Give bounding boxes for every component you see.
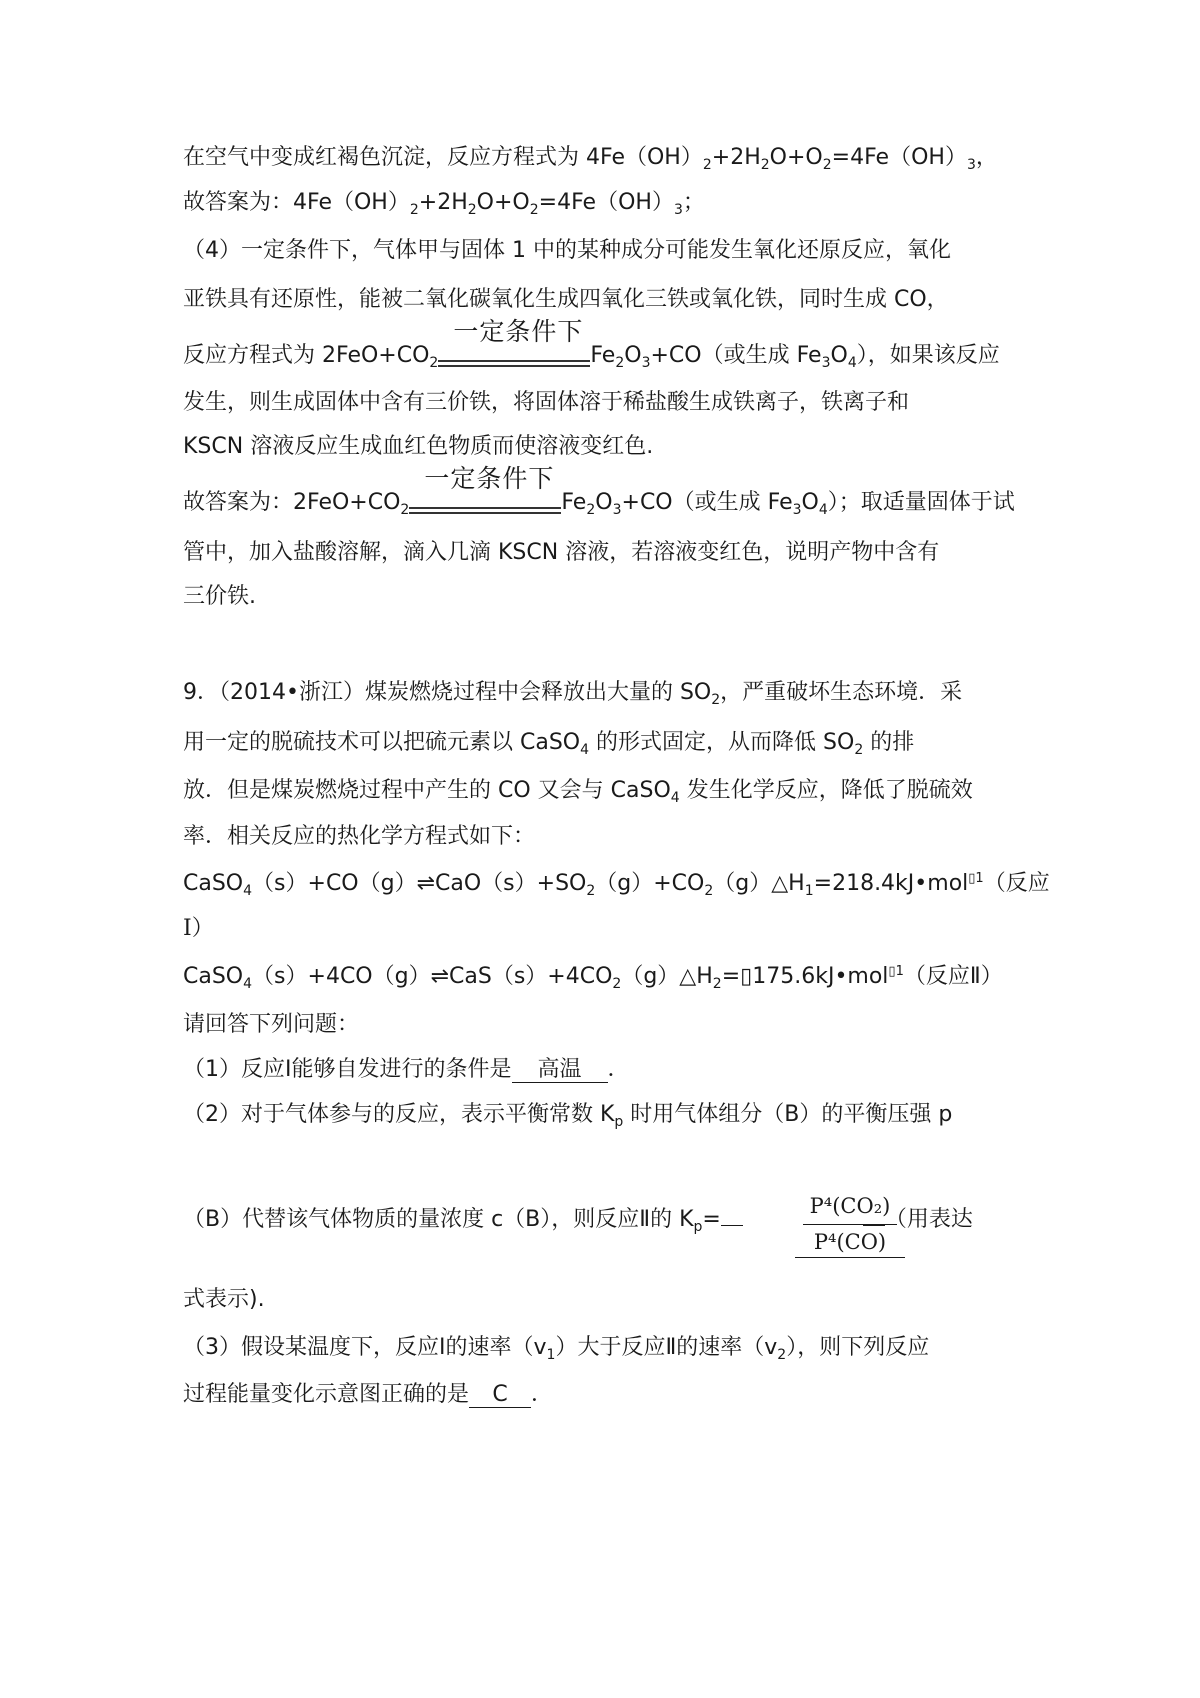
text-line: 亚铁具有还原性，能被二氧化碳氧化生成四氧化三铁或氧化铁，同时生成 CO， bbox=[183, 287, 949, 312]
answer-blank: 高温 bbox=[512, 1058, 608, 1083]
text-line: KSCN 溶液反应生成血红色物质而使溶液变红色. bbox=[183, 434, 654, 459]
fraction-denominator: P⁴(CO) bbox=[795, 1225, 905, 1258]
sub-question-2-cont: （B）代替该气体物质的量浓度 c（B），则反应Ⅱ的 $K_p=$ （用表达 bbox=[183, 1207, 973, 1235]
sub-question-1: （1）反应Ⅰ能够自发进行的条件是 高温 ． bbox=[183, 1057, 630, 1082]
text-line: 三价铁. bbox=[183, 584, 256, 609]
question-line: 率．相关反应的热化学方程式如下： bbox=[183, 824, 536, 849]
sub-question-2: （2）对于气体参与的反应，表示平衡常数 $K_p$ 时用气体组分（B）的平衡压强 p bbox=[183, 1102, 953, 1130]
thermo-equation-2: $CaSO_4(s)+4CO(g)\rightleftharpoons CaS(s)+4CO_2(g)\triangle H_2=▯175.6kJ•mol^{▯1}$（反应Ⅱ） bbox=[183, 964, 1003, 992]
text-line: 式表示). bbox=[183, 1287, 265, 1312]
sub-question-3: （3）假设某温度下，反应Ⅰ的速率$(v_1)$大于反应Ⅱ的速率$(v_2)$，则下列反应 bbox=[183, 1335, 930, 1363]
sub-question-3-cont: 过程能量变化示意图正确的是 C ． bbox=[183, 1382, 554, 1407]
question-line: 用一定的脱硫技术可以把硫元素以 CaSO$_4$ 的形式固定，从而降低 $SO_2$ 的排 bbox=[183, 730, 915, 758]
answer-blank-left bbox=[721, 1225, 743, 1226]
fraction-numerator: P⁴(CO₂) bbox=[809, 1194, 891, 1218]
answer-blank: C bbox=[469, 1383, 531, 1408]
text-line: 发生，则生成固体中含有三价铁，将固体溶于稀盐酸生成铁离子，铁离子和 bbox=[183, 390, 910, 415]
reaction-condition-arrow: 一定条件下 bbox=[409, 488, 561, 518]
question-line: 9．（2014•浙江）煤炭燃烧过程中会释放出大量的 $SO_2$，严重破坏生态环境．采 bbox=[183, 680, 963, 708]
text-line: 故答案为：$4Fe(OH)_2+2H_2O+O_2=4Fe(OH)_3$； bbox=[183, 190, 705, 218]
equation-line: 反应方程式为 $2FeO+CO_2$ 一定条件下 $Fe_2O_3+CO$（或生成 $Fe_3O_4$），如果该反应 bbox=[183, 317, 1000, 371]
question-line: 放．但是煤炭燃烧过程中产生的 CO 又会与 CaSO$_4$ 发生化学反应，降低了脱硫效 bbox=[183, 778, 973, 806]
kp-fraction-answer bbox=[795, 1190, 905, 1258]
text-line: 管中，加入盐酸溶解，滴入几滴 KSCN 溶液，若溶液变红色，说明产物中含有 bbox=[183, 540, 940, 565]
text-line: 在空气中变成红褐色沉淀，反应方程式为 $4Fe(OH)_2+2H_2O+O_2=4Fe(OH)_3$， bbox=[183, 145, 998, 173]
reaction-condition-arrow: 一定条件下 bbox=[438, 341, 590, 371]
equation-line: 故答案为：$2FeO+CO_2$ 一定条件下 $Fe_2O_3+CO$（或生成 $Fe_3O_4$）；取适量固体于试 bbox=[183, 464, 1015, 518]
thermo-equation-1: $CaSO_4(s)+CO(g)\rightleftharpoons CaO(s)+SO_2(g)+CO_2(g)\triangle H_1=218.4kJ•mol^{▯1}$（反应 bbox=[183, 871, 1050, 899]
text-line: Ⅰ） bbox=[183, 916, 214, 941]
text-line: （4）一定条件下，气体甲与固体 1 中的某种成分可能发生氧化还原反应，氧化 bbox=[183, 238, 951, 263]
text-line: 请回答下列问题： bbox=[183, 1012, 360, 1037]
